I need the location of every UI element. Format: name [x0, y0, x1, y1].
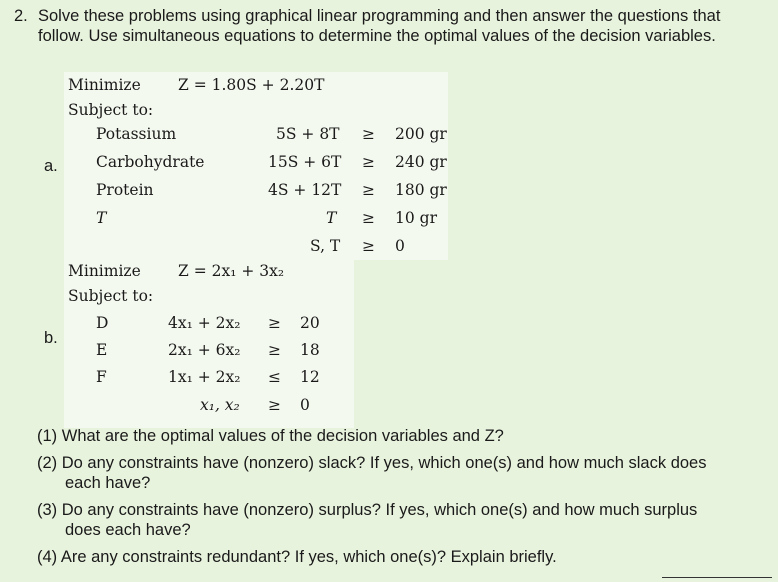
constraint-name: Potassium: [96, 125, 177, 143]
constraint-operator: ≥: [362, 209, 375, 227]
question-1: [37, 426, 737, 446]
constraint-name: D: [96, 314, 109, 332]
constraint-lhs: [200, 396, 240, 414]
part-a-objective: Z = 1.80S + 2.20T: [178, 76, 325, 94]
problem-intro-text: Solve these problems using graphical linear programming and then answer the questions that follow. Use simultaneous equations to determine the optimal values of the decision variables.: [38, 7, 721, 45]
constraint-lhs: S, T: [310, 237, 341, 255]
constraint-lhs: 4S + 12T: [268, 181, 342, 199]
constraint-operator: ≥: [362, 181, 375, 199]
question-2: [37, 453, 737, 493]
constraint-name: F: [96, 368, 107, 386]
part-a-label: a.: [44, 157, 58, 175]
constraint-lhs: 2x₁ + 6x₂: [168, 341, 241, 359]
part-b-objective-label: Minimize: [68, 262, 141, 280]
question-text: (1) What are the optimal values of the decision variables and Z?: [37, 427, 504, 445]
constraint-lhs: 5S + 8T: [276, 125, 340, 143]
question-4: [37, 547, 737, 567]
constraint-rhs: 10 gr: [395, 209, 437, 227]
problem-number: 2.: [14, 7, 28, 25]
constraint-name: [96, 209, 106, 227]
constraint-lhs-text: x₁, x₂: [200, 396, 240, 414]
constraint-operator: ≥: [362, 125, 375, 143]
constraint-operator: ≤: [268, 368, 281, 386]
constraint-operator: ≥: [268, 314, 281, 332]
constraint-lhs: 15S + 6T: [268, 153, 342, 171]
part-b-label: b.: [44, 329, 58, 347]
constraint-lhs: 1x₁ + 2x₂: [168, 368, 241, 386]
constraint-operator: ≥: [268, 396, 281, 414]
constraint-rhs: 20: [300, 314, 320, 332]
question-text: (4) Are any constraints redundant? If yes, which one(s)? Explain briefly.: [37, 548, 557, 566]
question-text: (3) Do any constraints have (nonzero) surplus? If yes, which one(s) and how much surplus does each have?: [37, 501, 698, 539]
footer-rule: [662, 577, 772, 578]
constraint-lhs: 4x₁ + 2x₂: [168, 314, 241, 332]
constraint-lhs: [326, 209, 336, 227]
constraint-operator: ≥: [268, 341, 281, 359]
constraint-name: Protein: [96, 181, 154, 199]
constraint-name: Carbohydrate: [96, 153, 205, 171]
part-a-objective-label: Minimize: [68, 76, 141, 94]
constraint-operator: ≥: [362, 237, 375, 255]
constraint-rhs: 180 gr: [395, 181, 447, 199]
constraint-name: E: [96, 341, 108, 359]
constraint-rhs: 12: [300, 368, 320, 386]
question-3: [37, 500, 737, 540]
constraint-rhs: 240 gr: [395, 153, 447, 171]
constraint-lhs-text: T: [326, 209, 337, 227]
part-b-subject-to: Subject to:: [68, 287, 154, 305]
problem-intro: [14, 6, 764, 46]
question-text: (2) Do any constraints have (nonzero) slack? If yes, which one(s) and how much slack does each have?: [37, 454, 707, 492]
part-a-subject-to: Subject to:: [68, 101, 154, 119]
constraint-operator: ≥: [362, 153, 375, 171]
part-b-objective: Z = 2x₁ + 3x₂: [178, 262, 285, 280]
constraint-rhs: 0: [300, 396, 310, 414]
constraint-rhs: 0: [395, 237, 405, 255]
constraint-name-text: T: [96, 209, 107, 227]
constraint-rhs: 18: [300, 341, 320, 359]
constraint-rhs: 200 gr: [395, 125, 447, 143]
